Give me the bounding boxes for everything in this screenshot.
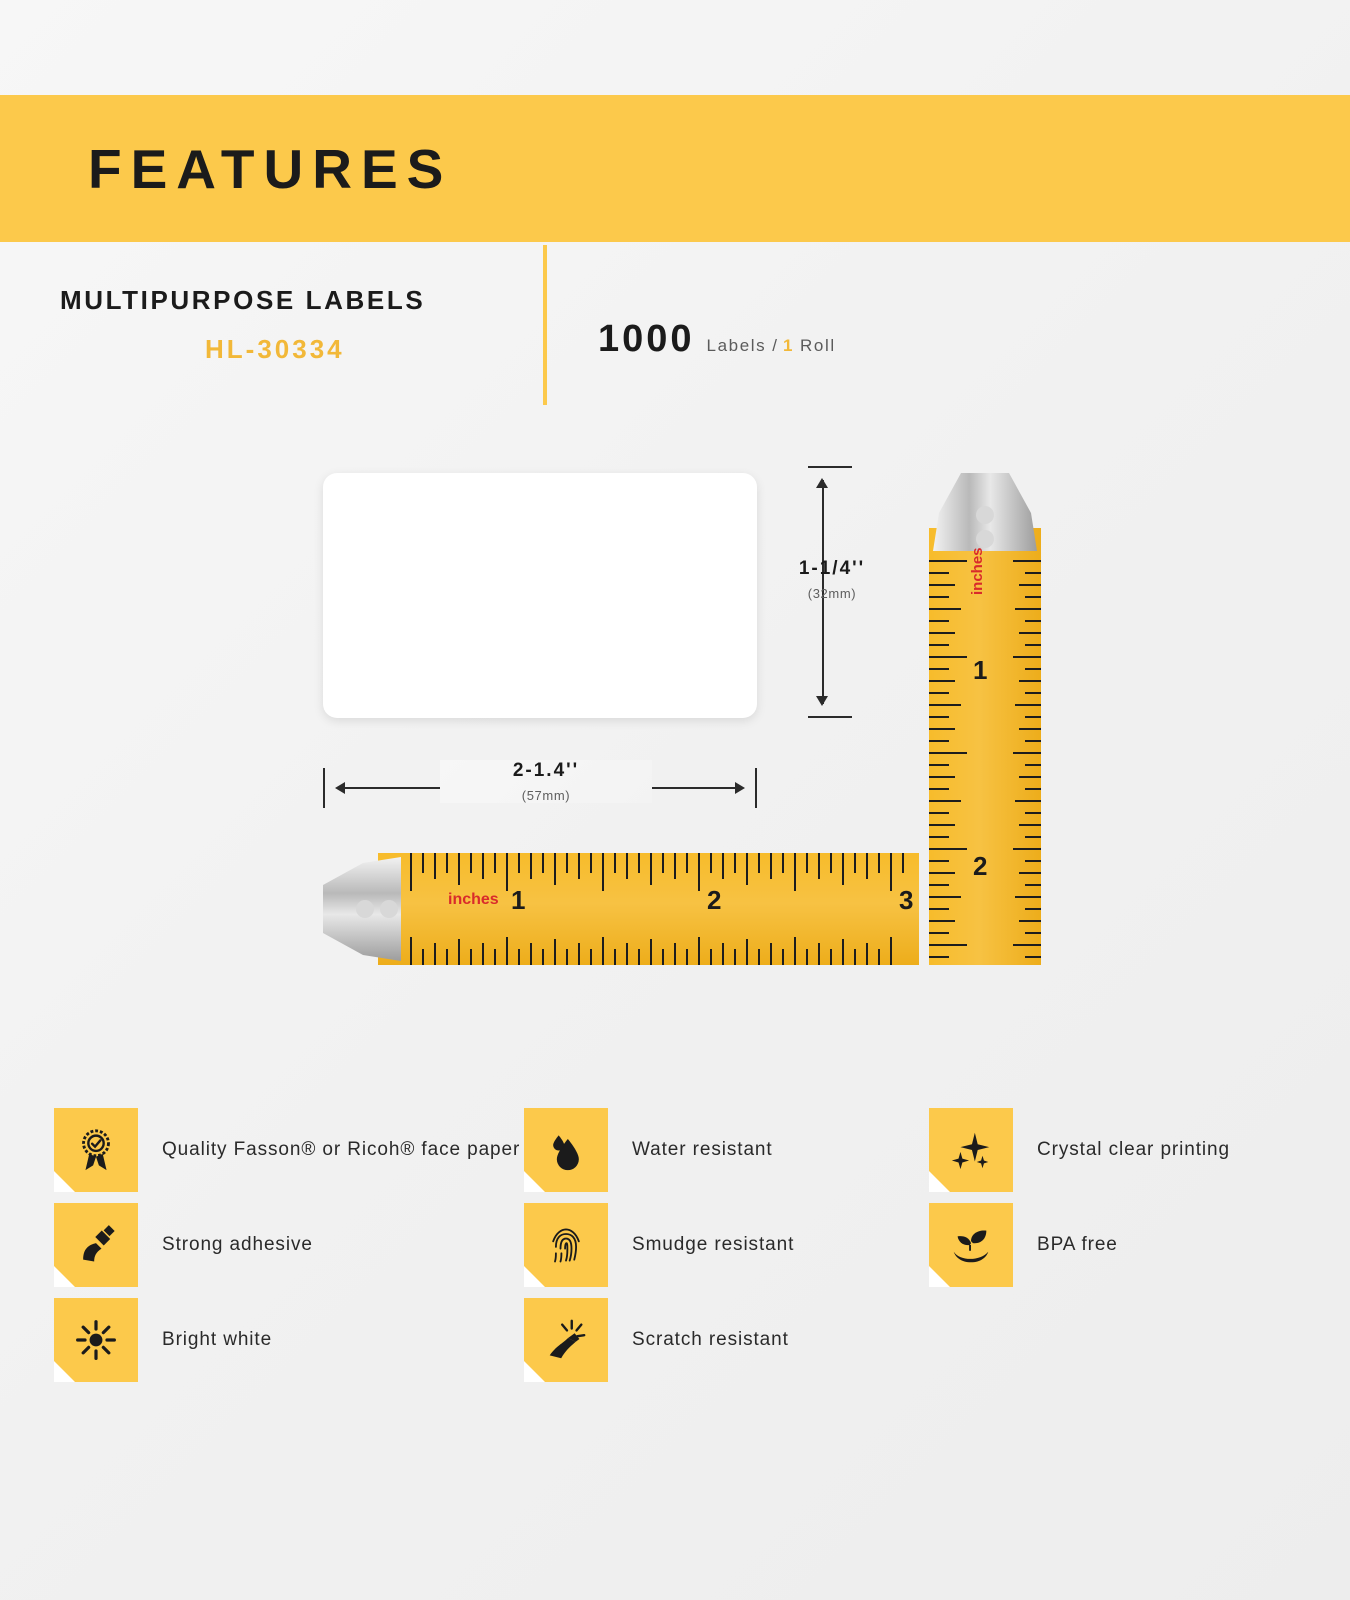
feature-label: Crystal clear printing [1037,1139,1230,1161]
height-value: 1-1/4'' [798,558,866,579]
fingerprint-icon [524,1203,608,1287]
glue-adhesive-icon [54,1203,138,1287]
arrow-up-icon [816,478,828,488]
ruler-unit-label-horizontal: inches [448,891,499,908]
feature-label: Strong adhesive [162,1234,313,1256]
features-header-band [0,95,1350,242]
award-ribbon-icon [54,1108,138,1192]
ruler-mark-h-3: 3 [899,885,914,915]
feature-item-empty [929,1298,1304,1382]
feature-item-strong-adhesive [54,1203,524,1287]
label-count-block [598,318,836,361]
label-sample-preview [323,473,757,718]
dimension-cap-top [808,466,852,468]
feature-label: Water resistant [632,1139,773,1161]
feature-item-smudge-resistant [524,1203,929,1287]
feature-label: Bright white [162,1329,273,1351]
feature-item-crystal-clear [929,1108,1304,1192]
feature-item-scratch-resistant [524,1298,929,1382]
sparkle-icon [929,1108,1013,1192]
feature-item-bpa-free [929,1203,1304,1287]
dimension-cap-right [755,768,757,808]
ruler-mark-v-1: 1 [973,655,988,685]
roll-count-number: 1 [782,336,795,355]
count-separator: / [772,336,777,355]
ruler-mark-v-2: 2 [973,851,988,881]
feature-item-water-resistant [524,1108,929,1192]
height-dimension-text [772,558,892,601]
width-value-mm: (57mm) [521,788,571,803]
product-name: MULTIPURPOSE LABELS [60,285,426,315]
roll-count-label: Roll [800,336,836,355]
width-value: 2-1.4'' [512,760,580,781]
dimension-cap-bottom [808,716,852,718]
dimension-cap-left [323,768,325,808]
feature-label: Scratch resistant [632,1329,789,1351]
feature-item-bright-white [54,1298,524,1382]
arrow-left-icon [335,782,345,794]
brightness-icon [54,1298,138,1382]
leaf-in-hand-icon [929,1203,1013,1287]
ruler-unit-label-vertical: inches [969,547,986,595]
feature-label: Quality Fasson® or Ricoh® face paper [162,1139,521,1161]
scratch-icon [524,1298,608,1382]
product-sku: HL-30334 [205,334,345,364]
product-info [60,285,530,365]
water-drop-icon [524,1108,608,1192]
vertical-divider [543,245,547,405]
features-grid [54,1108,1304,1393]
ruler-mark-h-2: 2 [707,885,722,915]
vertical-ruler [921,473,1041,965]
feature-label: Smudge resistant [632,1234,795,1256]
width-dimension-text [440,760,652,803]
page-title: FEATURES [88,137,453,200]
label-count-number: 1000 [598,318,695,360]
features-row-3 [54,1298,1304,1382]
feature-item-quality-paper [54,1108,524,1192]
horizontal-ruler [323,845,919,965]
label-count-unit: Labels [706,336,767,355]
features-row-1 [54,1108,1304,1192]
arrow-right-icon [735,782,745,794]
feature-label: BPA free [1037,1234,1118,1256]
arrow-down-icon [816,696,828,706]
ruler-mark-h-1: 1 [511,885,526,915]
features-row-2 [54,1203,1304,1287]
height-value-mm: (32mm) [807,586,857,601]
